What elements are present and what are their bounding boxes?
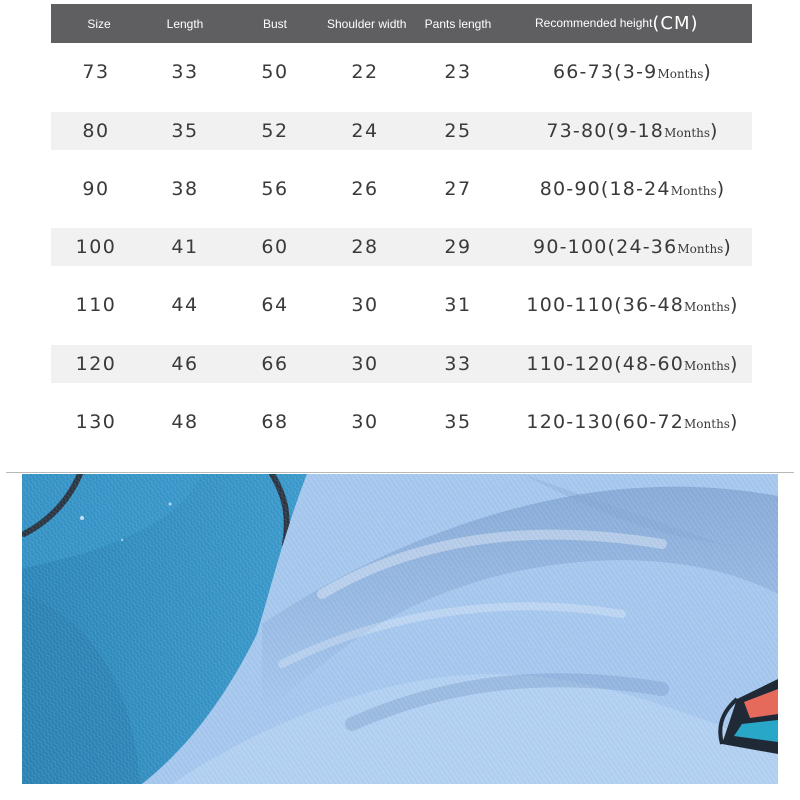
cell-pants-length: 35 (444, 410, 472, 433)
cell-size: 130 (75, 410, 117, 433)
height-range: 120-130(60-72 (526, 410, 685, 433)
cell-recommended-height (513, 178, 752, 200)
cell-size: 120 (75, 352, 117, 375)
cell-recommended-height (513, 353, 752, 375)
header-size: Size (87, 16, 111, 31)
cell-shoulder-width: 30 (351, 410, 379, 433)
cell-shoulder-width: 30 (351, 294, 379, 317)
cell-bust: 50 (261, 61, 289, 84)
cell-recommended-height (513, 411, 752, 433)
height-close-paren: ) (710, 119, 719, 142)
header-bust: Bust (262, 16, 287, 31)
cell-length: 48 (171, 410, 199, 433)
height-range: 80-90(18-24 (539, 177, 671, 200)
header-recommended-height (513, 13, 752, 34)
cell-pants-length: 31 (444, 294, 472, 317)
cell-bust: 64 (261, 294, 289, 317)
table-row (51, 393, 752, 452)
months-label: Months (684, 358, 730, 373)
height-range: 110-120(48-60 (526, 352, 685, 375)
months-label: Months (657, 67, 704, 82)
cell-length: 41 (171, 236, 199, 258)
cell-size: 80 (82, 119, 110, 142)
table-row (51, 160, 752, 219)
table-row (51, 228, 752, 266)
months-label: Months (670, 183, 717, 198)
header-pants-length: Pants length (424, 16, 492, 31)
cell-length: 38 (171, 177, 199, 200)
cell-size: 110 (75, 294, 117, 317)
cell-shoulder-width: 22 (351, 61, 379, 84)
height-range: 90-100(24-36 (533, 236, 678, 258)
cell-size: 73 (82, 61, 110, 84)
cell-bust: 60 (261, 236, 289, 258)
height-close-paren: ) (729, 410, 739, 433)
cell-recommended-height (513, 236, 752, 258)
cell-recommended-height (513, 61, 752, 83)
cell-pants-length: 29 (444, 236, 472, 258)
header-length: Length (166, 16, 204, 31)
table-header (51, 4, 752, 43)
cell-bust: 52 (261, 119, 289, 142)
months-label: Months (677, 242, 724, 256)
table-row (51, 112, 752, 150)
cell-bust: 66 (261, 352, 289, 375)
cell-pants-length: 25 (444, 119, 472, 142)
section-divider (6, 472, 794, 473)
cell-size: 100 (75, 236, 117, 258)
fabric-texture-illustration (22, 474, 778, 784)
cell-shoulder-width: 24 (351, 119, 379, 142)
height-unit-label: (CM) (652, 13, 699, 34)
height-close-paren: ) (729, 352, 739, 375)
header-shoulder-width: Shoulder width (327, 16, 407, 31)
height-close-paren: ) (723, 236, 732, 258)
months-label: Months (684, 300, 730, 315)
cell-bust: 56 (261, 177, 289, 200)
cell-length: 35 (171, 119, 199, 142)
height-range: 73-80(9-18 (546, 119, 665, 142)
table-row (51, 43, 752, 102)
months-label: Months (664, 125, 711, 140)
cell-shoulder-width: 26 (351, 177, 379, 200)
header-recommended-height-label: Recommended height (535, 16, 653, 30)
table-row (51, 345, 752, 383)
cell-size: 90 (82, 177, 110, 200)
cell-pants-length: 33 (444, 352, 472, 375)
cell-recommended-height (513, 120, 752, 142)
height-range: 66-73(3-9 (552, 61, 658, 84)
cell-length: 44 (171, 294, 199, 317)
months-label: Months (684, 416, 730, 431)
cell-shoulder-width: 28 (351, 236, 379, 258)
cell-pants-length: 23 (444, 61, 472, 84)
cell-shoulder-width: 30 (351, 352, 379, 375)
height-close-paren: ) (729, 294, 739, 317)
cell-length: 33 (171, 61, 199, 84)
table-row (51, 276, 752, 335)
height-close-paren: ) (703, 61, 713, 84)
cell-length: 46 (171, 352, 199, 375)
fabric-closeup-photo (22, 474, 778, 784)
size-table (51, 4, 752, 451)
height-range: 100-110(36-48 (526, 294, 685, 317)
cell-pants-length: 27 (444, 177, 472, 200)
cell-bust: 68 (261, 410, 289, 433)
cell-recommended-height (513, 294, 752, 316)
height-close-paren: ) (716, 177, 726, 200)
